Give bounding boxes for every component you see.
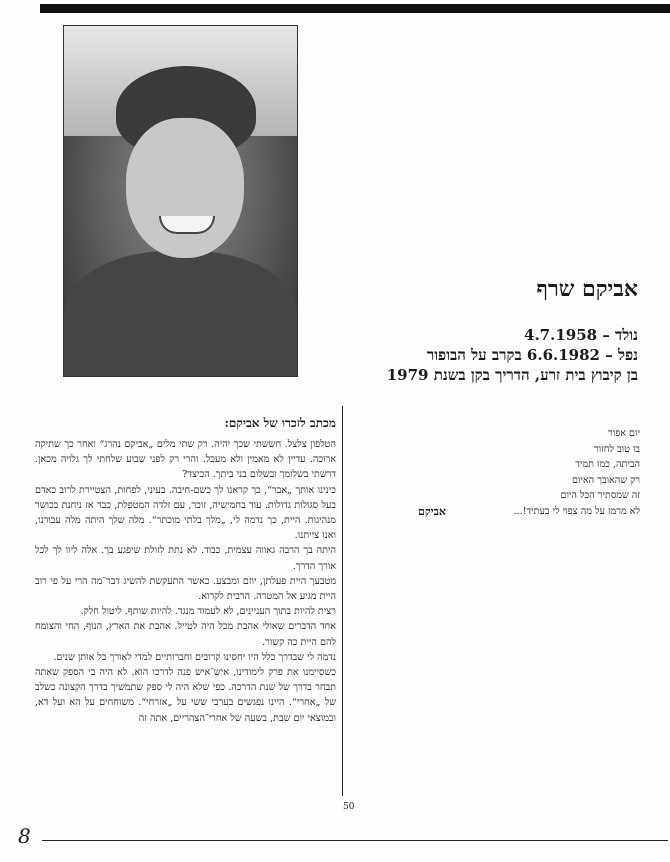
memorial-letter	[35, 416, 336, 726]
poem-line: זה שמסתיר הכל היום	[560, 490, 640, 502]
portrait-photo	[63, 25, 298, 377]
letter-paragraph: היתה בך הרבה גאווה עצמית, כבוד. לא נתת לזולת שיפגע בך. אלה ליוו לך לכל אורך הדרך.	[35, 545, 336, 572]
bottom-rule	[42, 840, 668, 841]
death-line: נפל – 6.6.1982 בקרב על הבופור	[426, 346, 638, 364]
poem-line: הביתה, כמו תמיד	[575, 459, 640, 471]
poem-line: רק שהאובך האיום	[571, 474, 640, 486]
photo-body	[64, 251, 297, 377]
column-divider	[342, 406, 343, 796]
poem-signature: אביקם	[418, 505, 446, 518]
page-number: 50	[343, 802, 355, 812]
kibbutz-line: בן קיבוץ בית זרע, הדריך בקן בשנת 1979	[386, 366, 638, 384]
poem	[514, 426, 641, 520]
letter-paragraph: אחד הדברים שאולי אהבת מכל היה לטייל. אהבת את הארץ, הנוף, החי והצומח להם היית כה קשור.	[35, 621, 336, 648]
letter-paragraph: כשסיימנו את פרק לימודינו, איש־איש פנה לדרכו הוא. לא היה בי הספק שאתה תבחר בדרך של שנת הדרכה. כפי שלא היה לי ספק שתמשיך בדרך הקצונה כשלב של „אחרי“. היינו נפגשים בערבי ששי על „אזרחי“. משוחחים על הא ועל דא, ובמוצאי יום שבת, בשעה של אחרי־הצהריים, אתה זה	[35, 667, 336, 724]
top-rule	[40, 4, 670, 13]
letter-title: מכתב לזכרו של אביקם:	[224, 416, 336, 430]
letter-paragraph: הטלפון צלצל. חששתי שכך יהיה. רק שתי מלים „אביקם נהרג“ ואחר כך שתיקה ארוכה. עדיין לא מאמין ולא מעכל. והרי רק לפני שבוע שלחתי לך גלויה מכאן. דרשתי בשלומך ובשלום בני ביתך. הכיצד?	[35, 439, 336, 481]
poem-line: יום אפור	[608, 428, 640, 439]
page-title: אביקם שרף	[536, 276, 638, 302]
poem-line: לא מרמז על מה צפוי לי בעתיד!...	[513, 505, 640, 517]
birth-line: נולד – 4.7.1958	[524, 326, 638, 344]
letter-paragraph: רצית להיות בתוך העניינים, לא לעמוד מנגד. להיות שותף. ליטול חלק.	[80, 606, 336, 618]
poem-line: בו טוב לחזור	[593, 443, 640, 455]
letter-paragraph: מטבעך היית פעלתן, יוזם ומבצע. כאשר התעקשת להשיג דבר־מה הרי על פי רוב היית מגיע אל המטרה. הרבית לקרוא.	[35, 575, 336, 603]
letter-paragraph: נדמה לי שבדרך כלל היו יחסינו קרובים וחברותיים למדי לאורך כל אותן שנים.	[53, 651, 336, 663]
handwritten-page-number: 8	[18, 824, 31, 848]
letter-paragraph: כינינו אותך „אבר“, כך קראנו לך כשם-חיבה. בעיני, לפחות, הצטיירת לרוב כאדם בעל סגולות גדולות. עוד בחמישיה, זוכר, עם זלדה המטפלת, כבר אז ניחנת בכושר מנהיגות. היית, כך נדמה לי, „מלך בלתי מוכתר“. מלה שלך היתה מלה עבורנו, ואנו צייתנו.	[35, 484, 336, 542]
photo-face	[126, 118, 244, 258]
